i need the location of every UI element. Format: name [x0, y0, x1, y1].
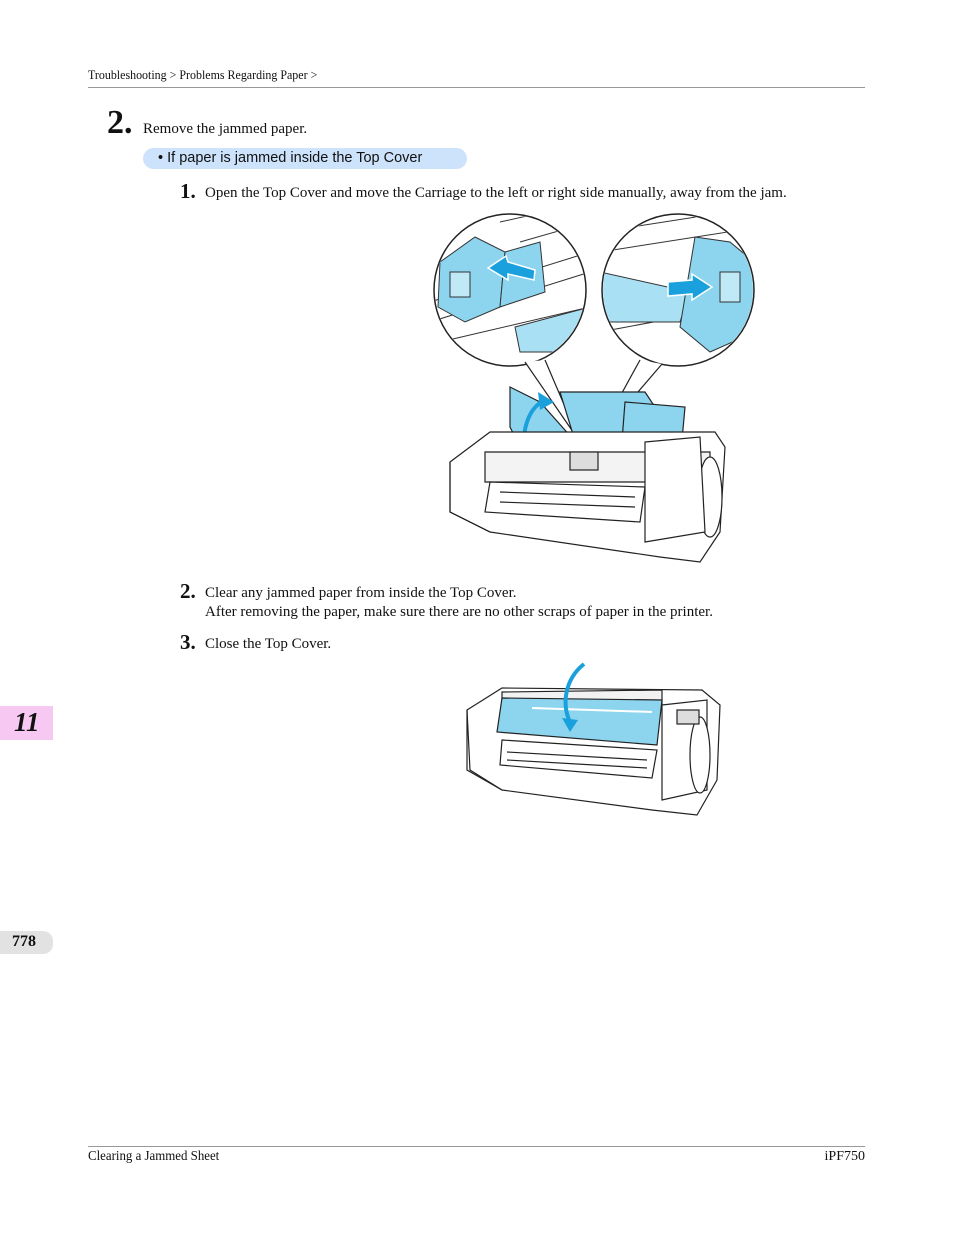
breadcrumb[interactable]: Troubleshooting > Problems Regarding Paper >	[88, 67, 318, 82]
step-text: Remove the jammed paper.	[143, 121, 308, 137]
carriage-left-callout	[430, 212, 590, 366]
substep-3-number: 3.	[180, 630, 196, 654]
substep-1-text: Open the Top Cover and move the Carriage to the left or right side manually, away from the jam.	[205, 185, 787, 201]
substep-1-number: 1.	[180, 179, 196, 203]
subsection-pill[interactable]: • If paper is jammed inside the Top Cover	[143, 148, 467, 169]
footer-rule	[88, 1146, 865, 1147]
carriage-right-callout	[600, 212, 755, 366]
close-top-cover-illustration	[462, 660, 722, 818]
page-number-tab	[0, 931, 53, 954]
substep-2-note: After removing the paper, make sure there are no other scraps of paper in the printer.	[205, 604, 713, 620]
header-rule	[88, 87, 865, 88]
substep-3-text: Close the Top Cover.	[205, 636, 332, 652]
chapter-number: 11	[14, 707, 40, 737]
step-number: 2.	[107, 104, 133, 141]
substep-2-text: Clear any jammed paper from inside the Top Cover.	[205, 585, 517, 601]
page-number: 778	[12, 933, 36, 950]
printer-open-cover	[450, 387, 725, 562]
footer-model: iPF750	[824, 1149, 865, 1164]
substep-2-number: 2.	[180, 579, 196, 603]
footer-title: Clearing a Jammed Sheet	[88, 1149, 220, 1164]
chapter-tab[interactable]	[0, 706, 53, 740]
open-top-cover-illustration	[430, 212, 755, 564]
